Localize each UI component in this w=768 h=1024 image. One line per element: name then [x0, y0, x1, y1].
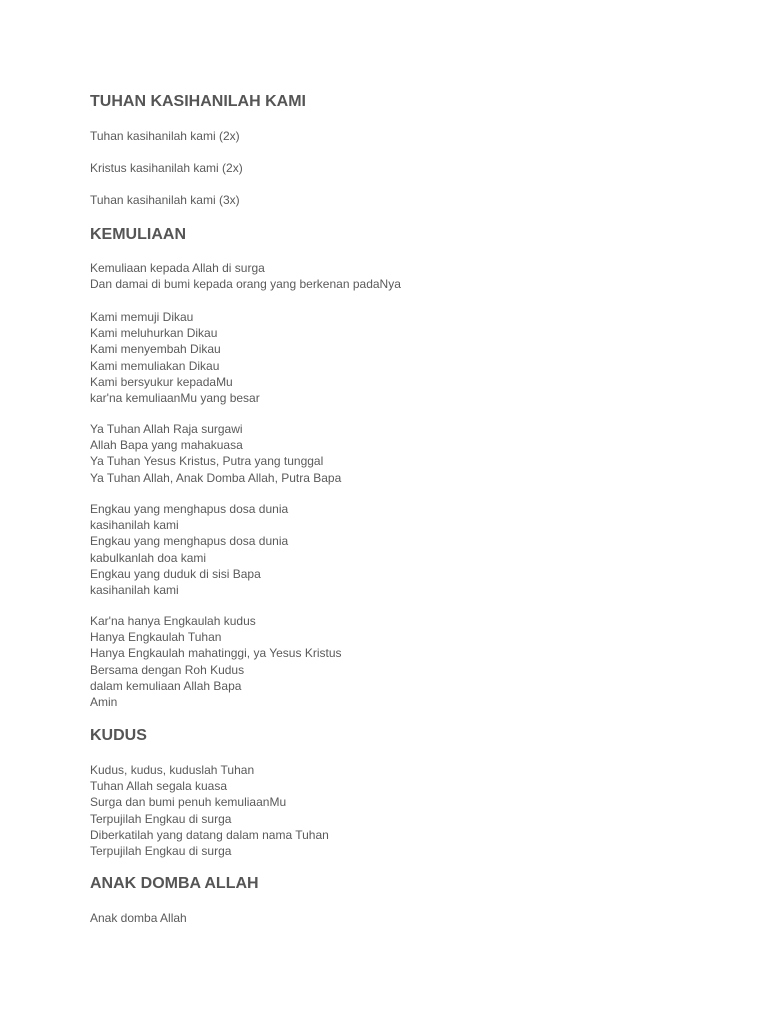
- text-line: Terpujilah Engkau di surga: [90, 811, 232, 826]
- text-line: Anak domba Allah: [90, 911, 187, 925]
- text-line: Kami meluhurkan Dikau: [90, 326, 218, 341]
- stanza: [90, 421, 341, 486]
- stanza: [90, 128, 240, 144]
- text-line: Kami memuji Dikau: [90, 310, 194, 324]
- text-line: kabulkanlah doa kami: [90, 550, 207, 565]
- text-line: Engkau yang menghapus dosa dunia: [90, 502, 289, 516]
- text-line: Dan damai di bumi kepada orang yang berkenan padaNya: [90, 277, 401, 292]
- stanza: [90, 260, 401, 292]
- text-line: Tuhan kasihanilah kami (3x): [90, 193, 240, 207]
- stanza: [90, 309, 260, 406]
- section-heading: ANAK DOMBA ALLAH: [90, 875, 259, 892]
- text-line: Bersama dengan Roh Kudus: [90, 662, 245, 677]
- text-line: Ya Tuhan Allah, Anak Domba Allah, Putra Bapa: [90, 470, 342, 485]
- text-line: Kudus, kudus, kuduslah Tuhan: [90, 763, 255, 777]
- text-line: Kar'na hanya Engkaulah kudus: [90, 614, 256, 628]
- text-line: dalam kemuliaan Allah Bapa: [90, 678, 242, 693]
- text-line: Kemuliaan kepada Allah di surga: [90, 261, 265, 275]
- text-line: Diberkatilah yang datang dalam nama Tuhan: [90, 827, 329, 842]
- text-line: Engkau yang menghapus dosa dunia: [90, 534, 289, 549]
- stanza: [90, 160, 243, 176]
- text-line: Kami memuliakan Dikau: [90, 358, 220, 373]
- stanza: [90, 910, 187, 926]
- text-line: Hanya Engkaulah mahatinggi, ya Yesus Kristus: [90, 646, 342, 661]
- text-line: kasihanilah kami: [90, 518, 179, 533]
- stanza: [90, 762, 329, 859]
- text-line: Ya Tuhan Allah Raja surgawi: [90, 422, 243, 436]
- text-line: kar'na kemuliaanMu yang besar: [90, 391, 260, 406]
- section-heading: TUHAN KASIHANILAH KAMI: [90, 93, 306, 110]
- text-line: Engkau yang duduk di sisi Bapa: [90, 566, 261, 581]
- text-line: Allah Bapa yang mahakuasa: [90, 438, 243, 453]
- stanza: [90, 501, 288, 598]
- text-line: Kami bersyukur kepadaMu: [90, 374, 233, 389]
- text-line: Tuhan Allah segala kuasa: [90, 779, 227, 794]
- text-line: Surga dan bumi penuh kemuliaanMu: [90, 795, 287, 810]
- text-line: Hanya Engkaulah Tuhan: [90, 630, 222, 645]
- text-line: Ya Tuhan Yesus Kristus, Putra yang tunggal: [90, 454, 324, 469]
- text-line: Kami menyembah Dikau: [90, 342, 221, 357]
- stanza: [90, 192, 240, 208]
- text-line: kasihanilah kami: [90, 583, 179, 598]
- section-heading: KUDUS: [90, 727, 147, 744]
- stanza: [90, 613, 342, 710]
- text-line: Terpujilah Engkau di surga: [90, 844, 232, 859]
- text-line: Amin: [90, 695, 118, 710]
- text-line: Tuhan kasihanilah kami (2x): [90, 129, 240, 143]
- text-line: Kristus kasihanilah kami (2x): [90, 161, 243, 175]
- section-heading: KEMULIAAN: [90, 226, 186, 243]
